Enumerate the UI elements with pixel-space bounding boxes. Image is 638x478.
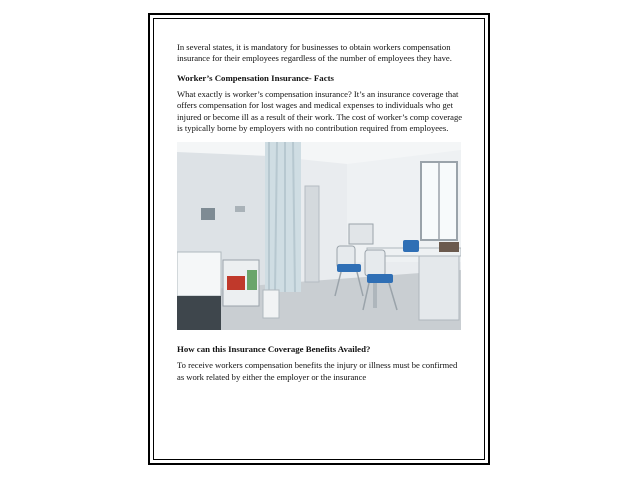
availed-paragraph: To receive workers compensation benefits the injury or illness must be confirmed as work related by either the employer or the insurance [177, 360, 458, 382]
facts-heading: Worker’s Compensation Insurance- Facts [177, 72, 334, 83]
medical-office-photo [177, 142, 461, 330]
availed-heading: How can this Insurance Coverage Benefits Availed? [177, 344, 371, 355]
facts-paragraph: What exactly is worker’s compensation insurance? It’s an insurance coverage that offers compensation for lost wages and medical expenses to individuals who get injured or become ill as a result of their work. The cost of worker’s comp coverage is typically borne by employers with no contribution required from employees. [177, 88, 463, 134]
document-body [177, 42, 463, 391]
intro-paragraph: In several states, it is mandatory for businesses to obtain workers compensation insurance for their employees regardless of the number of employees they have. [177, 42, 452, 64]
